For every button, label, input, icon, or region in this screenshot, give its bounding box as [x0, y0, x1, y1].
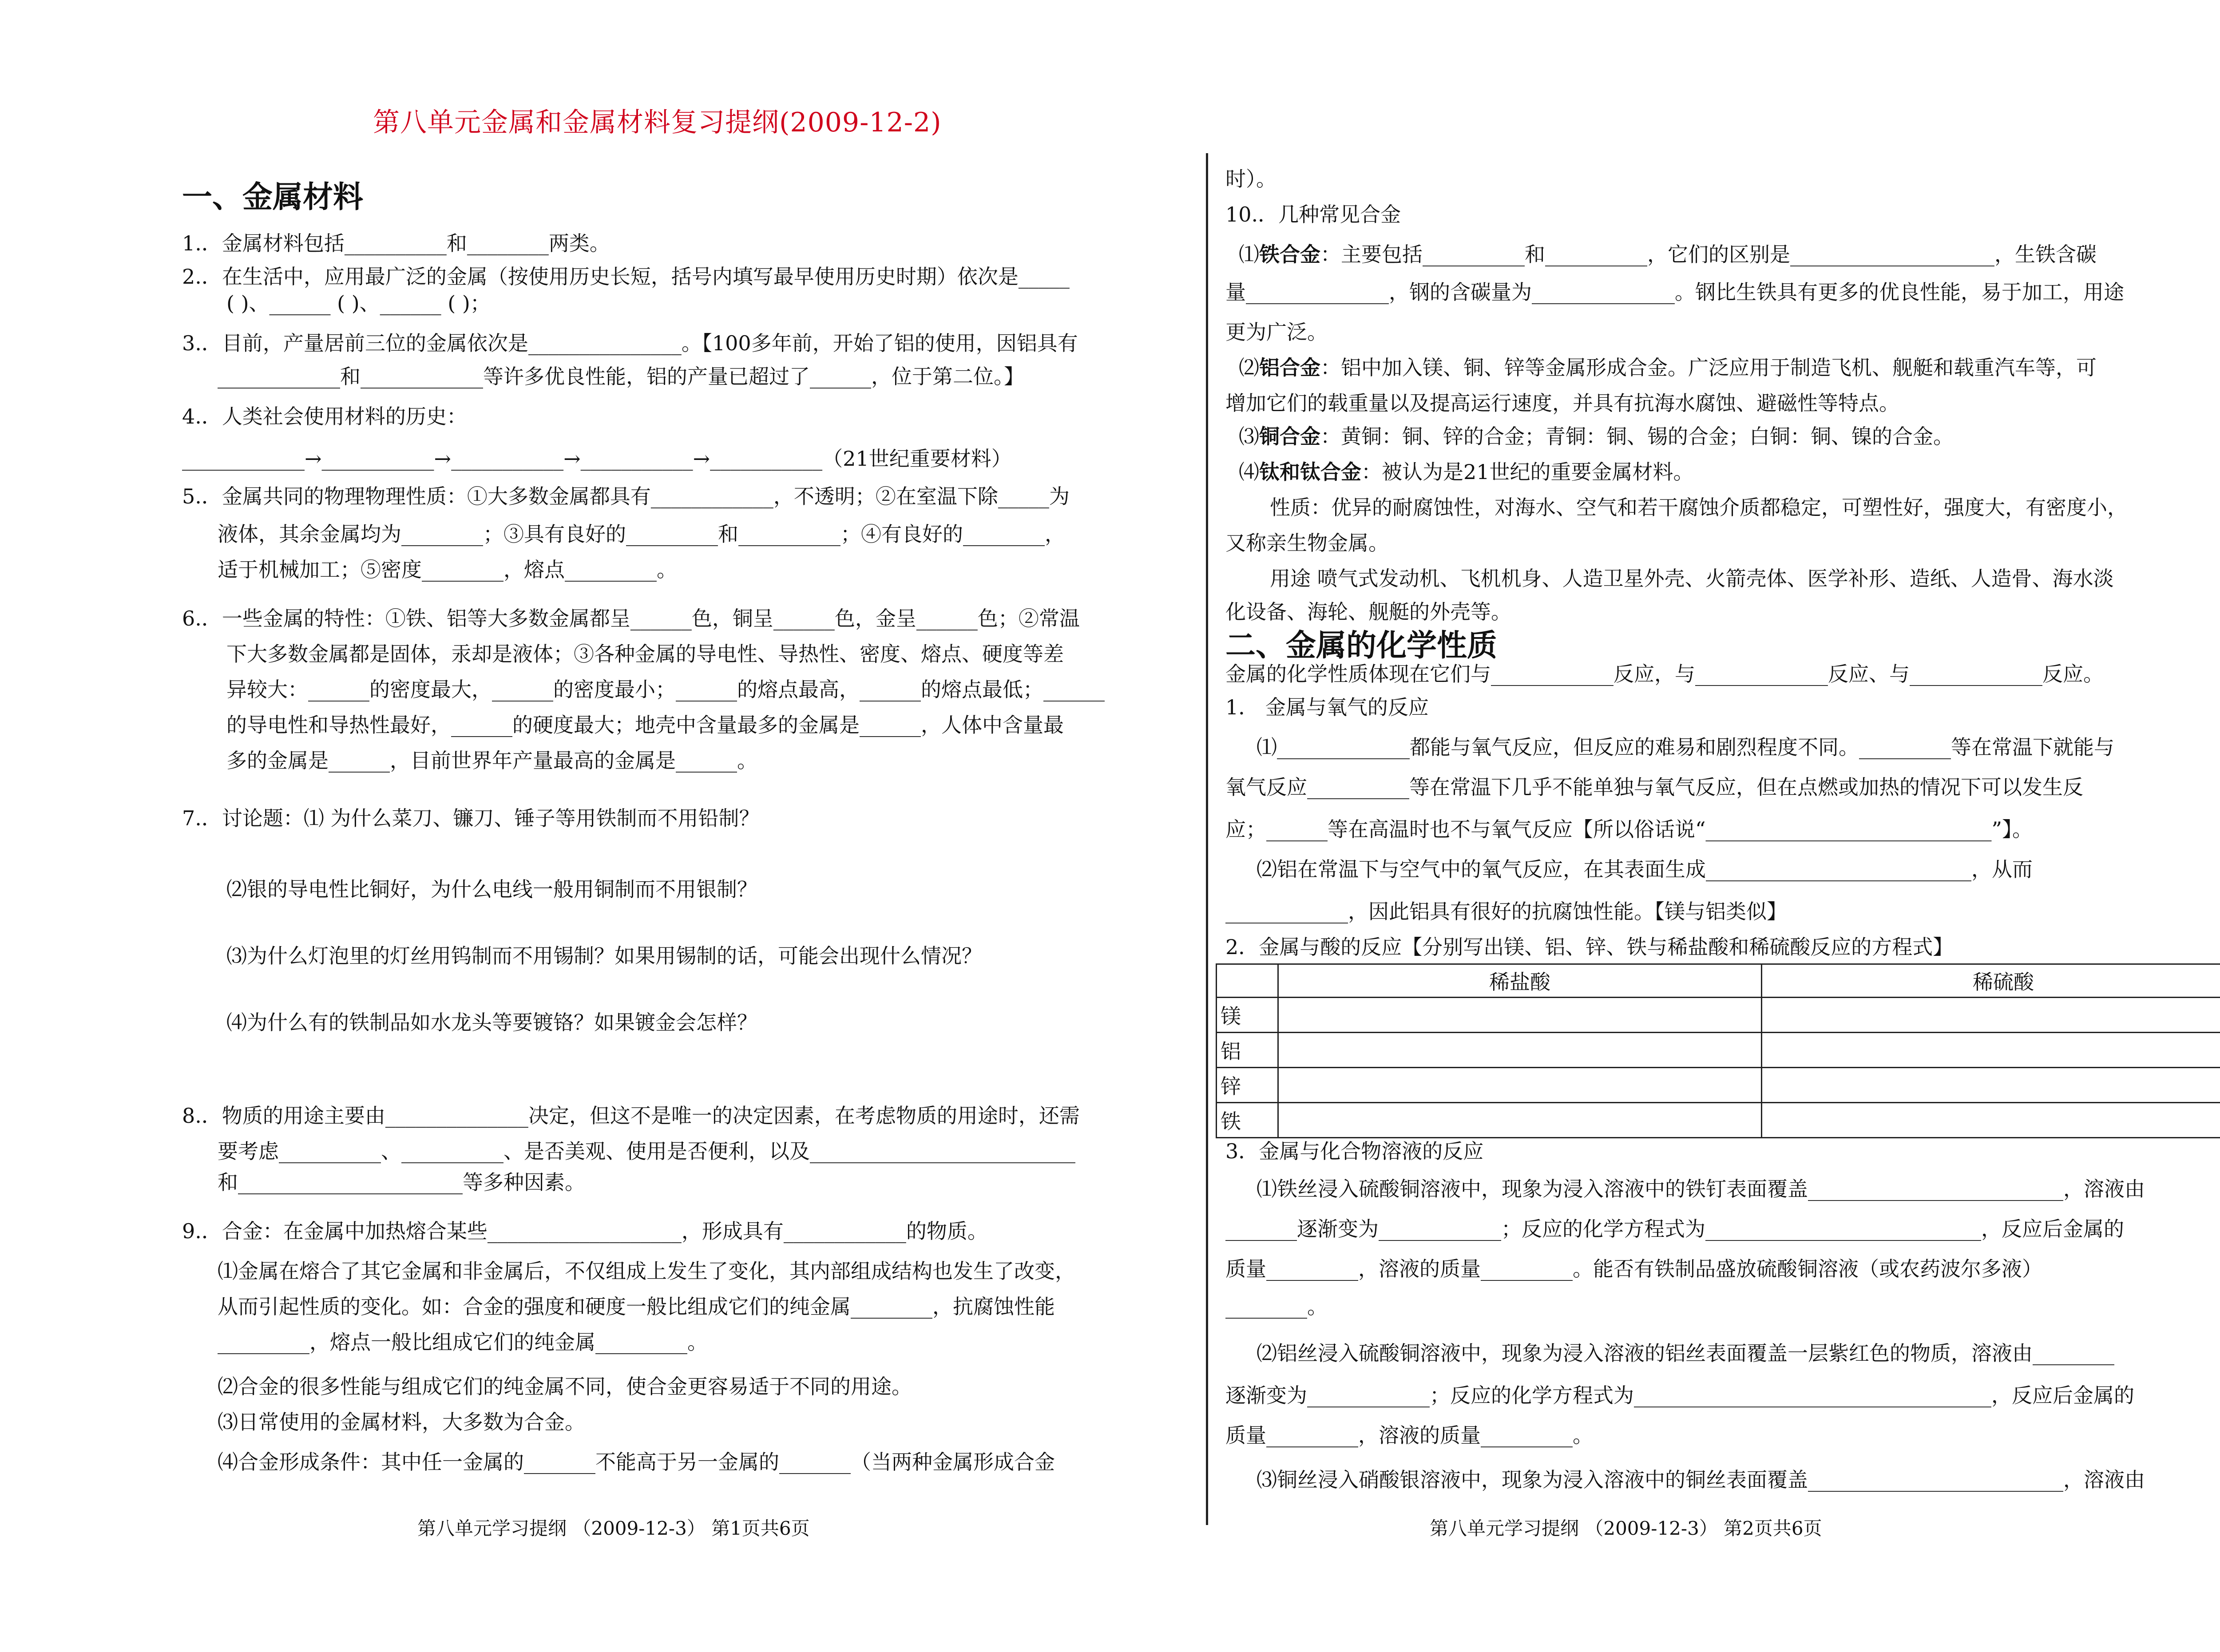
text-line: ⑴铁丝浸入硫酸铜溶液中，现象为浸入溶液中的铁钉表面覆盖_________________________，溶液由 — [1257, 1177, 2145, 1201]
text-line: 量______________，钢的含碳量为______________。钢比生铁具有更多的优良性能，易于加工，用途 — [1225, 280, 2124, 304]
alloy-term: 铁合金 — [1259, 242, 1320, 266]
alloy-term: 钛和钛合金 — [1259, 460, 1361, 484]
answer-cell[interactable] — [1762, 1103, 2220, 1138]
text-line: 6.．一些金属的特性：①铁、铝等大多数金属都呈______色，铜呈______色，金呈______色；②常温 — [182, 606, 1080, 630]
text-line: 7.．讨论题：⑴ 为什么菜刀、镰刀、锤子等用铁制而不用铅制？ — [182, 806, 760, 830]
text-line: ⑵银的导电性比铜好，为什么电线一般用铜制而不用银制？ — [226, 877, 757, 901]
text-line: 性质：优异的耐腐蚀性，对海水、空气和若干腐蚀介质都稳定，可塑性好，强度大，有密度小， — [1270, 495, 2128, 519]
column-divider — [1206, 153, 1208, 1525]
text-line: 从而引起性质的变化。如：合金的强度和硬度一般比组成它们的纯金属________，抗腐蚀性能 — [218, 1295, 1055, 1319]
text-line: ⑵合金的很多性能与组成它们的纯金属不同，使合金更容易适于不同的用途。 — [218, 1375, 912, 1398]
text-line: 氧气反应__________等在常温下几乎不能单独与氧气反应，但在点燃或加热的情况下可以发生反 — [1225, 775, 2083, 799]
text-line: ⑵铝在常温下与空气中的氧气反应，在其表面生成__________________________，从而 — [1257, 857, 2033, 881]
text-line: 化设备、海轮、舰艇的外壳等。 — [1225, 600, 1511, 624]
text-line: 逐渐变为____________；反应的化学方程式为___________________________________，反应后金属的 — [1225, 1383, 2134, 1407]
text-line: 10.．几种常见合金 — [1225, 202, 1401, 226]
table-row — [1217, 1103, 2220, 1138]
answer-cell[interactable] — [1278, 1033, 1762, 1068]
text-line: 质量_________，溶液的质量_________。 — [1225, 1423, 1593, 1447]
text-line: ⑶为什么灯泡里的灯丝用钨制而不用锡制？如果用锡制的话，可能会出现什么情况？ — [226, 944, 982, 968]
text-line: ⑴铁合金：主要包括__________和__________，它们的区别是____________________，生铁含碳 — [1239, 242, 2097, 266]
text-line: ⑶铜合金：黄铜：铜、锌的合金；青铜：铜、锡的合金；白铜：铜、镍的合金。 — [1239, 424, 1954, 448]
text-line: 下大多数金属都是固体，汞却是液体；③各种金属的导电性、导热性、密度、熔点、硬度等差 — [226, 642, 1064, 666]
text-line: ⑵铝丝浸入硫酸铜溶液中，现象为浸入溶液的铝丝表面覆盖一层紫红色的物质，溶液由________ — [1257, 1341, 2114, 1365]
table-row — [1217, 1068, 2220, 1103]
text-line: ________。 — [1225, 1295, 1328, 1319]
text-line: 5.．金属共同的物理物理性质：①大多数金属都具有____________，不透明；②在室温下除_____为 — [182, 484, 1070, 508]
footer-left: 第八单元学习提纲 （2009-12-3） 第1页共6页 — [417, 1517, 810, 1539]
text-line: ⑷为什么有的铁制品如水龙头等要镀铬？如果镀金会怎样？ — [226, 1010, 757, 1034]
alloy-term: 铜合金 — [1259, 424, 1320, 448]
alloy-term: 铝合金 — [1259, 356, 1320, 380]
text-line: 1.．金属材料包括__________和________两类。 — [182, 231, 610, 255]
text-line: 用途 喷气式发动机、飞机机身、人造卫星外壳、火箭壳体、医学补形、造纸、人造骨、海水淡 — [1270, 567, 2114, 590]
text-line: ⑶铜丝浸入硝酸银溶液中，现象为浸入溶液中的铜丝表面覆盖_________________________，溶液由 — [1257, 1468, 2145, 1492]
text-line: ⑴金属在熔合了其它金属和非金属后，不仅组成上发生了变化，其内部组成结构也发生了改变， — [218, 1259, 1075, 1283]
text-line: ⑷合金形成条件：其中任一金属的_______不能高于另一金属的_______（当两种金属形成合金 — [218, 1450, 1055, 1474]
text-line: 的导电性和导热性最好，______的硬度最大；地壳中含量最多的金属是______，人体中含量最 — [226, 713, 1064, 737]
text-line: 4.．人类社会使用材料的历史： — [182, 404, 467, 428]
page-title: 第八单元金属和金属材料复习提纲(2009-12-2) — [373, 107, 942, 138]
text-line: ( )、______ ( )、______ ( )； — [226, 291, 491, 315]
text-line: 3.．目前，产量居前三位的金属依次是_______________。【100多年前，开始了铝的使用，因铝具有 — [182, 331, 1078, 355]
text-line: 适于机械加工；⑤密度________，熔点_________。 — [218, 558, 677, 582]
text-line: 8.．物质的用途主要由______________决定，但这不是唯一的决定因素，在考虑物质的用途时，还需 — [182, 1104, 1080, 1128]
text-line: ⑴_____________都能与氧气反应，但反应的难易和剧烈程度不同。_________等在常温下就能与 — [1257, 735, 2114, 759]
text-line: ⑶日常使用的金属材料，大多数为合金。 — [218, 1410, 585, 1434]
text-line: 3．金属与化合物溶液的反应 — [1225, 1139, 1484, 1163]
text-line: 1． 金属与氧气的反应 — [1225, 695, 1429, 719]
table-row — [1217, 1033, 2220, 1068]
answer-cell[interactable] — [1762, 1033, 2220, 1068]
table-header-row — [1217, 964, 2220, 998]
text-line: _______逐渐变为____________；反应的化学方程式为___________________________，反应后金属的 — [1225, 1217, 2124, 1241]
text-line: 多的金属是______，目前世界年产量最高的金属是______。 — [226, 749, 757, 773]
acid-reaction-table — [1216, 963, 2220, 1138]
text-line: 金属的化学性质体现在它们与____________反应，与_____________反应、与_____________反应。 — [1225, 662, 2104, 686]
table-header-h2so4: 稀硫酸 — [1762, 964, 2220, 998]
text-line: 时）。 — [1225, 167, 1276, 191]
text-line: 异较大：______的密度最大，______的密度最小；______的熔点最高，______的熔点最低；______ — [226, 677, 1105, 701]
table-header-hcl: 稀盐酸 — [1278, 964, 1762, 998]
text-line: 增加它们的载重量以及提高运行速度，并具有抗海水腐蚀、避磁性等特点。 — [1225, 391, 1899, 415]
answer-cell[interactable] — [1278, 998, 1762, 1033]
text-line: ____________，因此铝具有很好的抗腐蚀性能。【镁与铝类似】 — [1225, 899, 1787, 923]
text-line: 更为广泛。 — [1225, 320, 1328, 344]
text-line: ⑷钛和钛合金：被认为是21世纪的重要金属材料。 — [1239, 460, 1694, 484]
text-line: 9.．合金：在金属中加热熔合某些___________________，形成具有____________的物质。 — [182, 1219, 988, 1243]
text-line: 液体，其余金属均为________；③具有良好的_________和__________；④有良好的________， — [218, 522, 1065, 546]
text-line: 2.．在生活中，应用最广泛的金属（按使用历史长短，括号内填写最早使用历史时期）依次是_____ — [182, 265, 1070, 289]
row-label-al: 铝 — [1217, 1033, 1278, 1068]
text-line: ____________和____________等许多优良性能，铝的产量已超过了______，位于第二位。】 — [218, 364, 1024, 388]
section-heading-chemical-properties: 二、金属的化学性质 — [1225, 628, 1498, 663]
row-label-zn: 锌 — [1217, 1068, 1278, 1103]
text-line: 应；______等在高温时也不与氧气反应【所以俗话说“____________________________”】。 — [1225, 817, 2033, 841]
text-line: 要考虑__________、__________、是否美观、使用是否便利，以及__________________________ — [218, 1139, 1075, 1163]
section-heading-metal-materials: 一、金属材料 — [182, 179, 364, 215]
text-line: 又称亲生物金属。 — [1225, 531, 1389, 555]
answer-cell[interactable] — [1278, 1103, 1762, 1138]
table-header-empty — [1217, 964, 1278, 998]
text-line: ____________→___________→___________→___________→___________（21世纪重要材料） — [182, 447, 1012, 471]
table-row — [1217, 998, 2220, 1033]
text-line: 和______________________等多种因素。 — [218, 1170, 585, 1194]
text-line: ⑵铝合金：铝中加入镁、铜、锌等金属形成合金。广泛应用于制造飞机、舰艇和载重汽车等，可 — [1239, 356, 2097, 380]
text-line: 2．金属与酸的反应【分别写出镁、铝、锌、铁与稀盐酸和稀硫酸反应的方程式】 — [1225, 935, 1954, 959]
text-line: 质量_________，溶液的质量_________。能否有铁制品盛放硫酸铜溶液（或农药波尔多液） — [1225, 1257, 2042, 1281]
row-label-mg: 镁 — [1217, 998, 1278, 1033]
footer-right: 第八单元学习提纲 （2009-12-3） 第2页共6页 — [1430, 1517, 1822, 1539]
text-line: _________，熔点一般比组成它们的纯金属_________。 — [218, 1330, 708, 1354]
answer-cell[interactable] — [1762, 998, 2220, 1033]
answer-cell[interactable] — [1278, 1068, 1762, 1103]
row-label-fe: 铁 — [1217, 1103, 1278, 1138]
answer-cell[interactable] — [1762, 1068, 2220, 1103]
